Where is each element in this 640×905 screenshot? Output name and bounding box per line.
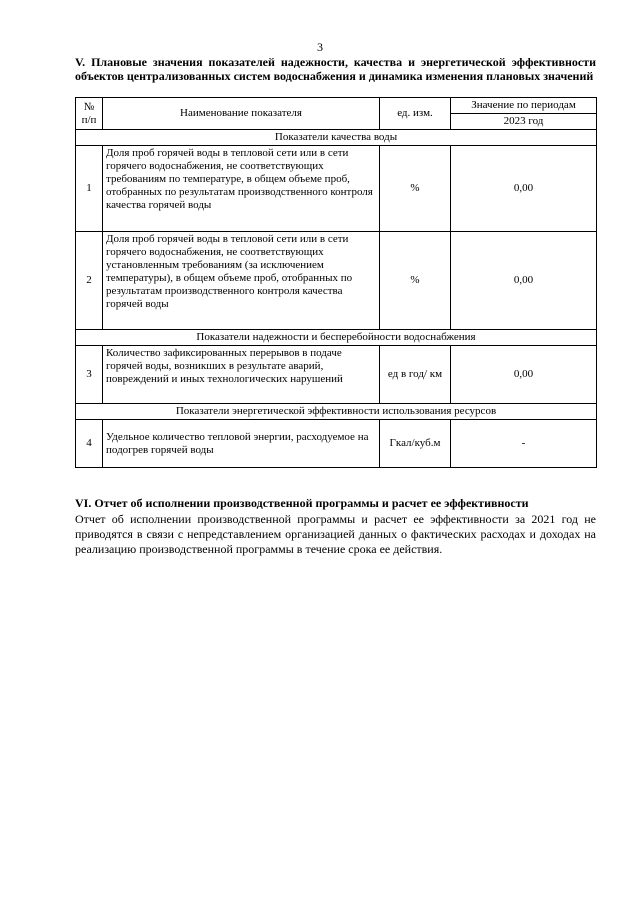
table-row (76, 146, 597, 232)
group-label-energy: Показатели энергетической эффективности использования ресурсов (76, 404, 597, 420)
table-header-row (76, 98, 597, 114)
row-num: 1 (76, 146, 103, 232)
row-value: 0,00 (451, 146, 597, 232)
row-num: 3 (76, 346, 103, 404)
indicators-table (75, 97, 597, 468)
group-label-reliability: Показатели надежности и бесперебойности водоснабжения (76, 330, 597, 346)
group-row-quality (76, 130, 597, 146)
row-value: 0,00 (451, 346, 597, 404)
row-unit: Гкал/куб.м (380, 420, 451, 468)
header-year: 2023 год (451, 114, 597, 130)
row-name: Доля проб горячей воды в тепловой сети или в сети горячего водоснабжения, не соответствующих установленным требованиям (за исключением температуры), в общем объеме проб, отобранных по результатам производственного контроля качества горячей воды (103, 232, 380, 330)
row-unit: % (380, 146, 451, 232)
table-row (76, 232, 597, 330)
header-unit: ед. изм. (380, 98, 451, 130)
page-number: 3 (317, 40, 323, 54)
row-name: Количество зафиксированных перерывов в подаче горячей воды, возникших в результате аварий, повреждений и иных технологических нарушений (103, 346, 380, 404)
row-name: Доля проб горячей воды в тепловой сети или в сети горячего водоснабжения, не соответствующих требованиям по температуре, в общем объеме проб, отобранных по результатам производственного контроля качества горячей воды (103, 146, 380, 232)
table-row (76, 420, 597, 468)
group-row-energy (76, 404, 597, 420)
row-value: 0,00 (451, 232, 597, 330)
header-name: Наименование показателя (103, 98, 380, 130)
row-unit: % (380, 232, 451, 330)
table-row (76, 346, 597, 404)
row-name: Удельное количество тепловой энергии, расходуемое на подогрев горячей воды (103, 420, 380, 468)
header-values-by-period: Значение по периодам (451, 98, 597, 114)
section-5-title: V. Плановые значения показателей надежности, качества и энергетической эффективности объектов централизованных систем водоснабжения и динамика изменения плановых значений (75, 55, 596, 83)
header-num: № п/п (76, 98, 103, 130)
section-6-text: Отчет об исполнении производственной программы и расчет ее эффективности за 2021 год не приводятся в связи с непредставлением организацией данных о фактических расходах и доходах на реализацию производственной программы в течение срока ее действия. (75, 512, 596, 556)
row-num: 4 (76, 420, 103, 468)
row-value: - (451, 420, 597, 468)
group-label-quality: Показатели качества воды (76, 130, 597, 146)
row-unit: ед в год/ км (380, 346, 451, 404)
group-row-reliability (76, 330, 597, 346)
row-num: 2 (76, 232, 103, 330)
section-6-title: VI. Отчет об исполнении производственной программы и расчет ее эффективности (75, 496, 529, 510)
